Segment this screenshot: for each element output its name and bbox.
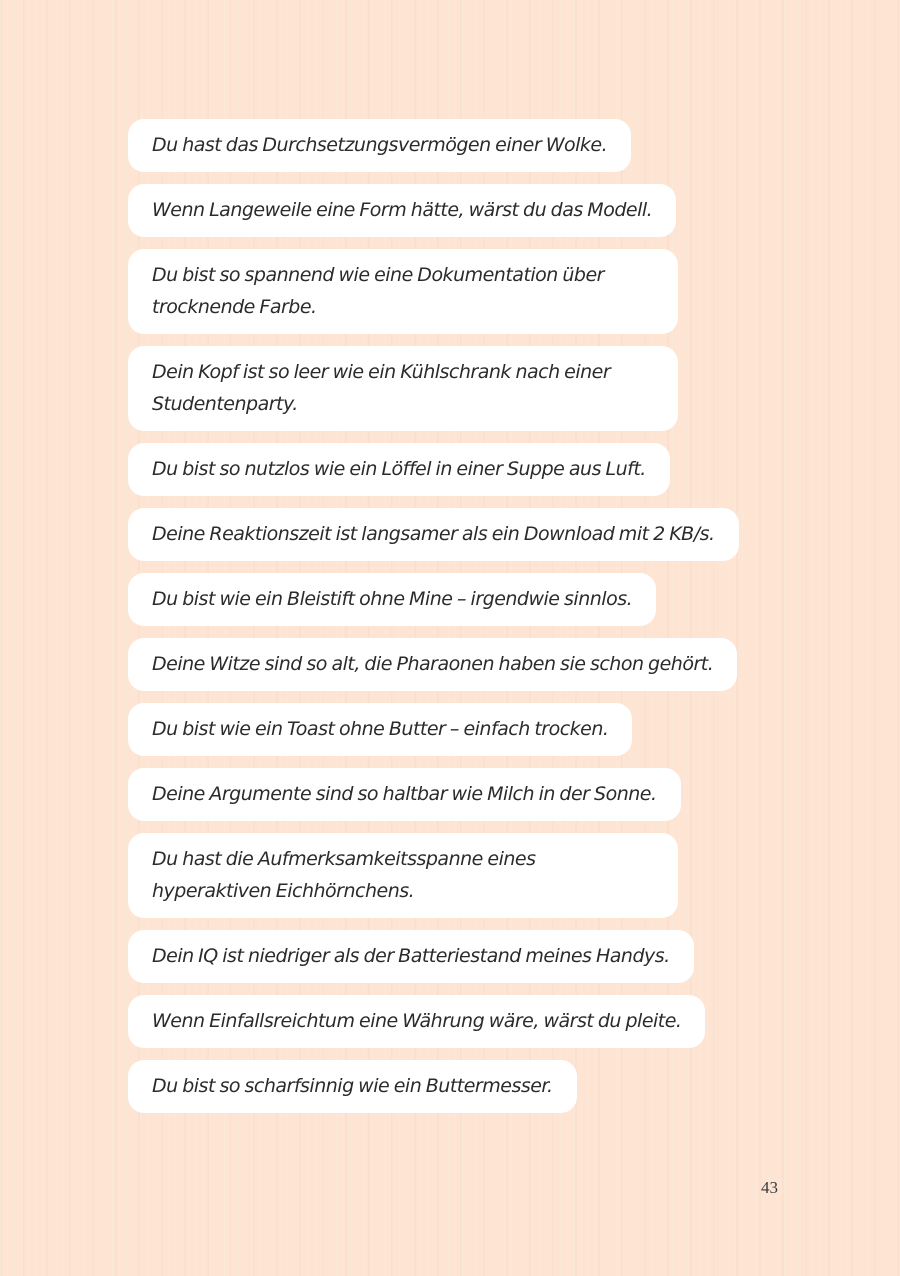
- insult-bubble: Deine Witze sind so alt, die Pharaonen haben sie schon gehört.: [128, 638, 737, 691]
- insult-bubble: Du hast das Durchsetzungsvermögen einer Wolke.: [128, 119, 631, 172]
- insult-bubble: Du bist so nutzlos wie ein Löffel in einer Suppe aus Luft.: [128, 443, 670, 496]
- insult-bubble: Du bist so scharfsinnig wie ein Buttermesser.: [128, 1060, 577, 1113]
- insult-bubble: Deine Argumente sind so haltbar wie Milch in der Sonne.: [128, 768, 681, 821]
- insult-bubble: Du bist wie ein Bleistift ohne Mine – irgendwie sinnlos.: [128, 573, 656, 626]
- insult-bubble: Dein IQ ist niedriger als der Batteriestand meines Handys.: [128, 930, 694, 983]
- page-number: 43: [761, 1178, 778, 1197]
- insult-bubble: Du bist wie ein Toast ohne Butter – einfach trocken.: [128, 703, 632, 756]
- insult-bubble: Du hast die Aufmerksamkeitsspanne eines hyperaktiven Eichhörnchens.: [128, 833, 678, 918]
- insult-bubble: Dein Kopf ist so leer wie ein Kühlschrank nach einer Studentenparty.: [128, 346, 678, 431]
- insult-bubble: Du bist so spannend wie eine Dokumentation über trocknende Farbe.: [128, 249, 678, 334]
- insult-bubble: Wenn Einfallsreichtum eine Währung wäre, wärst du pleite.: [128, 995, 705, 1048]
- insult-bubble: Wenn Langeweile eine Form hätte, wärst du das Modell.: [128, 184, 676, 237]
- insult-bubble: Deine Reaktionszeit ist langsamer als ein Download mit 2 KB/s.: [128, 508, 739, 561]
- insult-list: [128, 119, 808, 1125]
